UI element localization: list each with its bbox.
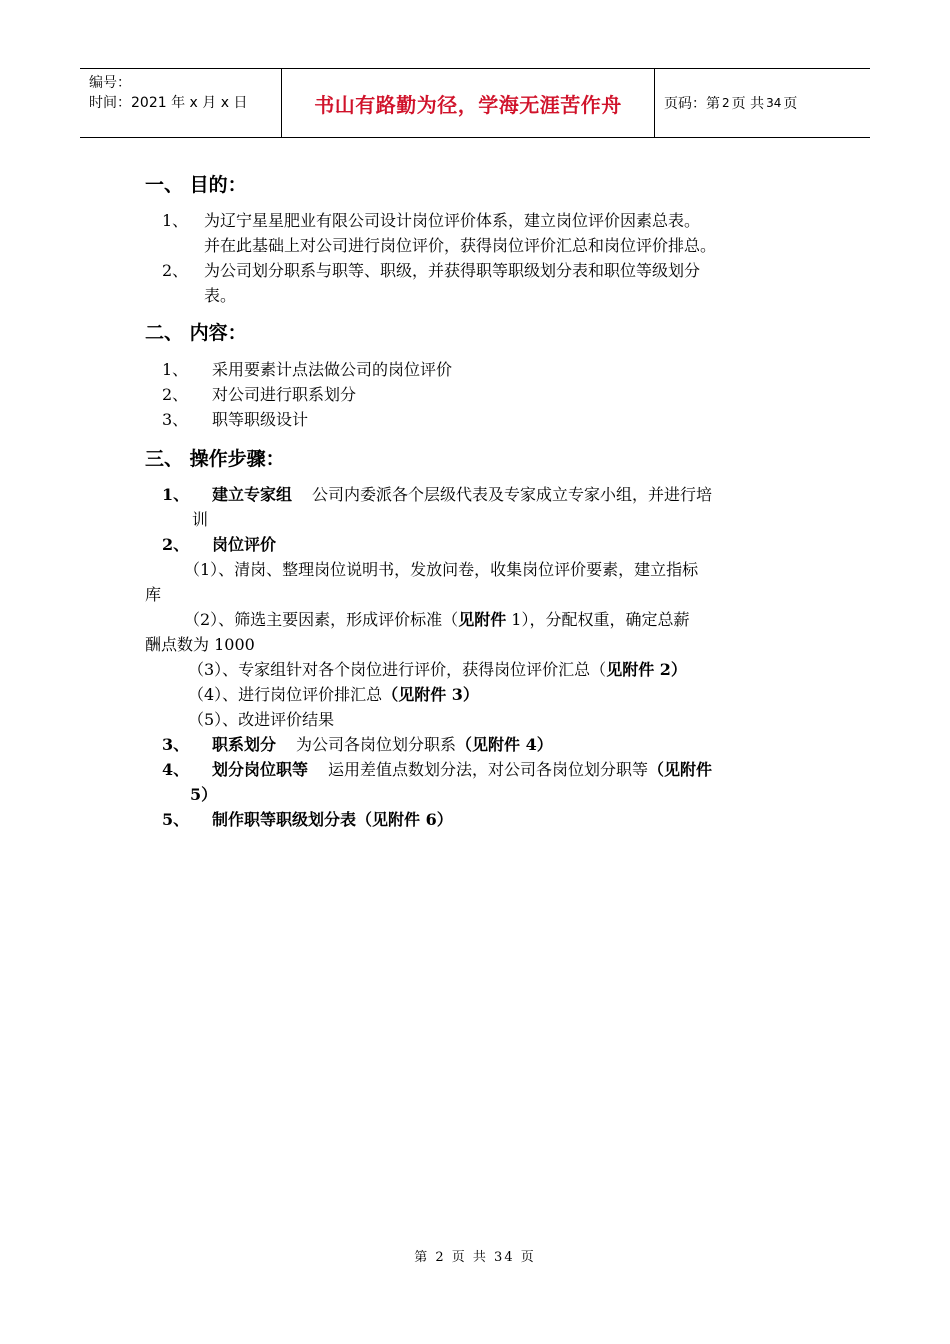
page-prefix: 页码：第	[664, 96, 720, 112]
s1-item1-line2: 并在此基础上对公司进行岗位评价，获得岗位评价汇总和岗位评价排总。	[204, 236, 717, 255]
s3-item4-title: 划分岗位职等	[212, 760, 309, 779]
s3-item5-title: 制作职等职级划分表（见附件 6）	[212, 810, 453, 829]
s3-item2-sub1-line2: 库	[145, 585, 162, 604]
s2-item2-text: 对公司进行职系划分	[212, 385, 357, 404]
page-mid: 页 共	[731, 96, 765, 112]
s1-item1-line1: 为辽宁星星肥业有限公司设计岗位评价体系，建立岗位评价因素总表。	[204, 211, 701, 230]
header-page-info	[655, 69, 870, 137]
s3-item2-sub3-pre: （3）、专家组针对各个岗位进行评价，获得岗位评价汇总（	[188, 660, 607, 679]
s3-item1-line1	[212, 484, 712, 506]
page-total: 34	[766, 96, 782, 110]
s3-item2-title: 岗位评价	[212, 535, 277, 554]
s3-item2-sub3	[188, 659, 687, 681]
s3-item2-sub3-ref: 见附件 2）	[606, 660, 687, 679]
header-meta	[80, 69, 282, 137]
s3-item3-title: 职系划分	[212, 735, 277, 754]
s3-item3-text: 为公司各岗位划分职系	[296, 735, 457, 754]
s3-item2-sub5: （5）、改进评价结果	[188, 710, 335, 729]
s3-item1-title: 建立专家组	[212, 485, 293, 504]
s3-item3-line	[212, 734, 553, 756]
s3-item4-number: 4、	[162, 760, 190, 779]
page-current: 2	[722, 96, 730, 110]
header-table	[80, 68, 870, 138]
s3-item4-line1	[212, 759, 712, 781]
s3-item3-ref: （见附件 4）	[456, 735, 553, 754]
section-3-title: 三、 操作步骤：	[145, 448, 285, 470]
s3-item1-text: 公司内委派各个层级代表及专家成立专家小组，并进行培	[312, 485, 713, 504]
s3-item1-line2: 训	[192, 510, 209, 529]
s2-item3-number: 3、	[162, 410, 189, 429]
s3-item2-sub4-ref: （见附件 3）	[382, 685, 479, 704]
document-number-label: 编号：	[89, 75, 131, 91]
document-time: 时间：2021 年 x 月 x 日	[89, 95, 248, 111]
s3-item4-ref: （见附件	[648, 760, 713, 779]
section-1-title: 一、 目的：	[145, 174, 247, 196]
s3-item2-sub1-line1: （1）、清岗、整理岗位说明书，发放问卷，收集岗位评价要素，建立指标	[184, 560, 699, 579]
s3-item1-number: 1、	[162, 485, 190, 504]
s1-item2-line1: 为公司划分职系与职等、职级，并获得职等职级划分表和职位等级划分	[204, 261, 701, 280]
s3-item2-sub2-post: 1），分配权重，确定总薪	[506, 610, 690, 629]
s3-item2-sub2-line1	[184, 609, 689, 631]
s3-item2-sub4	[188, 684, 479, 706]
s3-item4-line2: 5）	[190, 785, 218, 804]
s2-item3-text: 职等职级设计	[212, 410, 309, 429]
s3-item2-sub2-pre: （2）、筛选主要因素，形成评价标准（	[184, 610, 459, 629]
s3-item4-text: 运用差值点数划分法，对公司各岗位划分职等	[328, 760, 649, 779]
header-motto: 书山有路勤为径，学海无涯苦作舟	[282, 69, 655, 137]
s3-item2-number: 2、	[162, 535, 190, 554]
s2-item1-number: 1、	[162, 360, 189, 379]
s3-item5-number: 5、	[162, 810, 190, 829]
page-footer: 第 2 页 共 34 页	[414, 1250, 536, 1265]
s1-item2-number: 2、	[162, 261, 189, 280]
section-2-title: 二、 内容：	[145, 322, 247, 344]
page-suffix: 页	[783, 96, 798, 112]
s3-item2-sub4-pre: （4）、进行岗位评价排汇总	[188, 685, 383, 704]
s3-item2-sub2-ref: 见附件	[458, 610, 507, 629]
s3-item3-number: 3、	[162, 735, 190, 754]
s2-item1-text: 采用要素计点法做公司的岗位评价	[212, 360, 453, 379]
s2-item2-number: 2、	[162, 385, 189, 404]
s3-item2-sub2-line2: 酬点数为 1000	[145, 635, 255, 654]
s1-item2-line2: 表。	[204, 286, 237, 305]
s1-item1-number: 1、	[162, 211, 189, 230]
